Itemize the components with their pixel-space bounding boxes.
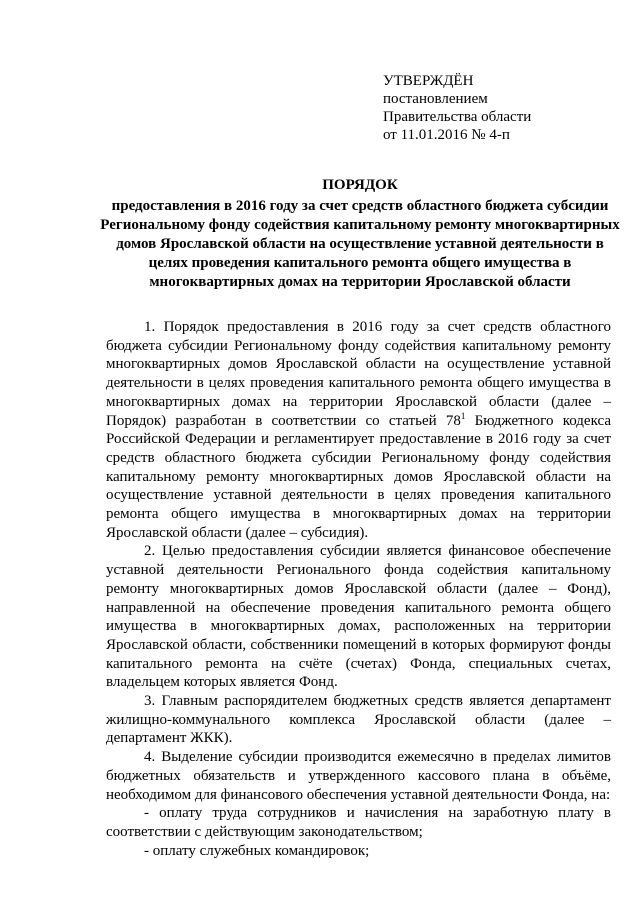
paragraph-3: 3. Главным распорядителем бюджетных средств является департамент жилищно-коммунального комплекса Ярославской области (далее – департамент ЖКК).: [106, 693, 611, 747]
document-heading: [100, 176, 620, 292]
article-superscript: 1: [460, 410, 466, 421]
approval-line-approved: УТВЕРЖДЁН: [383, 73, 474, 89]
paragraph-4: 4. Выделение субсидии производится ежемесячно в пределах лимитов бюджетных обязательств и утвержденного кассового плана в объёме, необходимом для финансового обеспечения уставной деятельности Фонда, на:: [106, 749, 611, 803]
paragraph-1: [106, 318, 611, 542]
paragraph-2: 2. Целью предоставления субсидии является финансовое обеспечение уставной деятельности Регионального фонда содействия капитальному ремонту многоквартирных домов Ярославской области (далее – Фонд), направленной на обеспечение проведения капитального ремонта общего имущества в многоквартирных домах, расположенных на территории Ярославской области, собственники помещений в которых формируют фонды капитального ремонта на счёте (счетах) Фонда, специальных счетах, владельцем которых является Фонд.: [106, 543, 611, 691]
approval-line-date-number: от 11.01.2016 № 4-п: [383, 127, 510, 143]
list-item-business-trips: - оплату служебных командировок;: [144, 842, 370, 859]
list-item-salary: - оплату труда сотрудников и начисления на заработную плату в соответствии с действующим законодательством;: [106, 805, 611, 840]
approval-stamp: [383, 72, 531, 144]
approval-line-government: Правительства области: [383, 109, 532, 125]
paragraph-1-text-end: Бюджетного кодекса Российской Федерации и регламентирует предоставление в 2016 году за счет средств областного бюджета субсидии Региональному фонду содействия капитальному ремонту многоквартирных домов Ярославской области на осуществление уставной деятельности в целях проведения капитального ремонта общего имущества в многоквартирных домах на территории Ярославской области (далее – субсидия).: [106, 412, 611, 541]
document-body: [106, 318, 611, 860]
document-title: ПОРЯДОК: [322, 177, 398, 193]
approval-line-decree: постановлением: [383, 91, 488, 107]
document-subtitle: предоставления в 2016 году за счет средств областного бюджета субсидии Региональному фонду содействия капитальному ремонту многоквартирных домов Ярославской области на осуществление уставной деятельности в целях проведения капитального ремонта общего имущества в многоквартирных домах на территории Ярославской области: [100, 198, 620, 290]
paragraph-1-text-start: 1. Порядок предоставления в 2016 году за счет средств областного бюджета субсидии Региональному фонду содействия капитальному ремонту многоквартирных домов Ярославской области на осуществление уставной деятельности в целях проведения капитального ремонта общего имущества в многоквартирных домах на территории Ярославской области (далее – Порядок) разработан в соответствии со статьей 78: [106, 319, 611, 429]
